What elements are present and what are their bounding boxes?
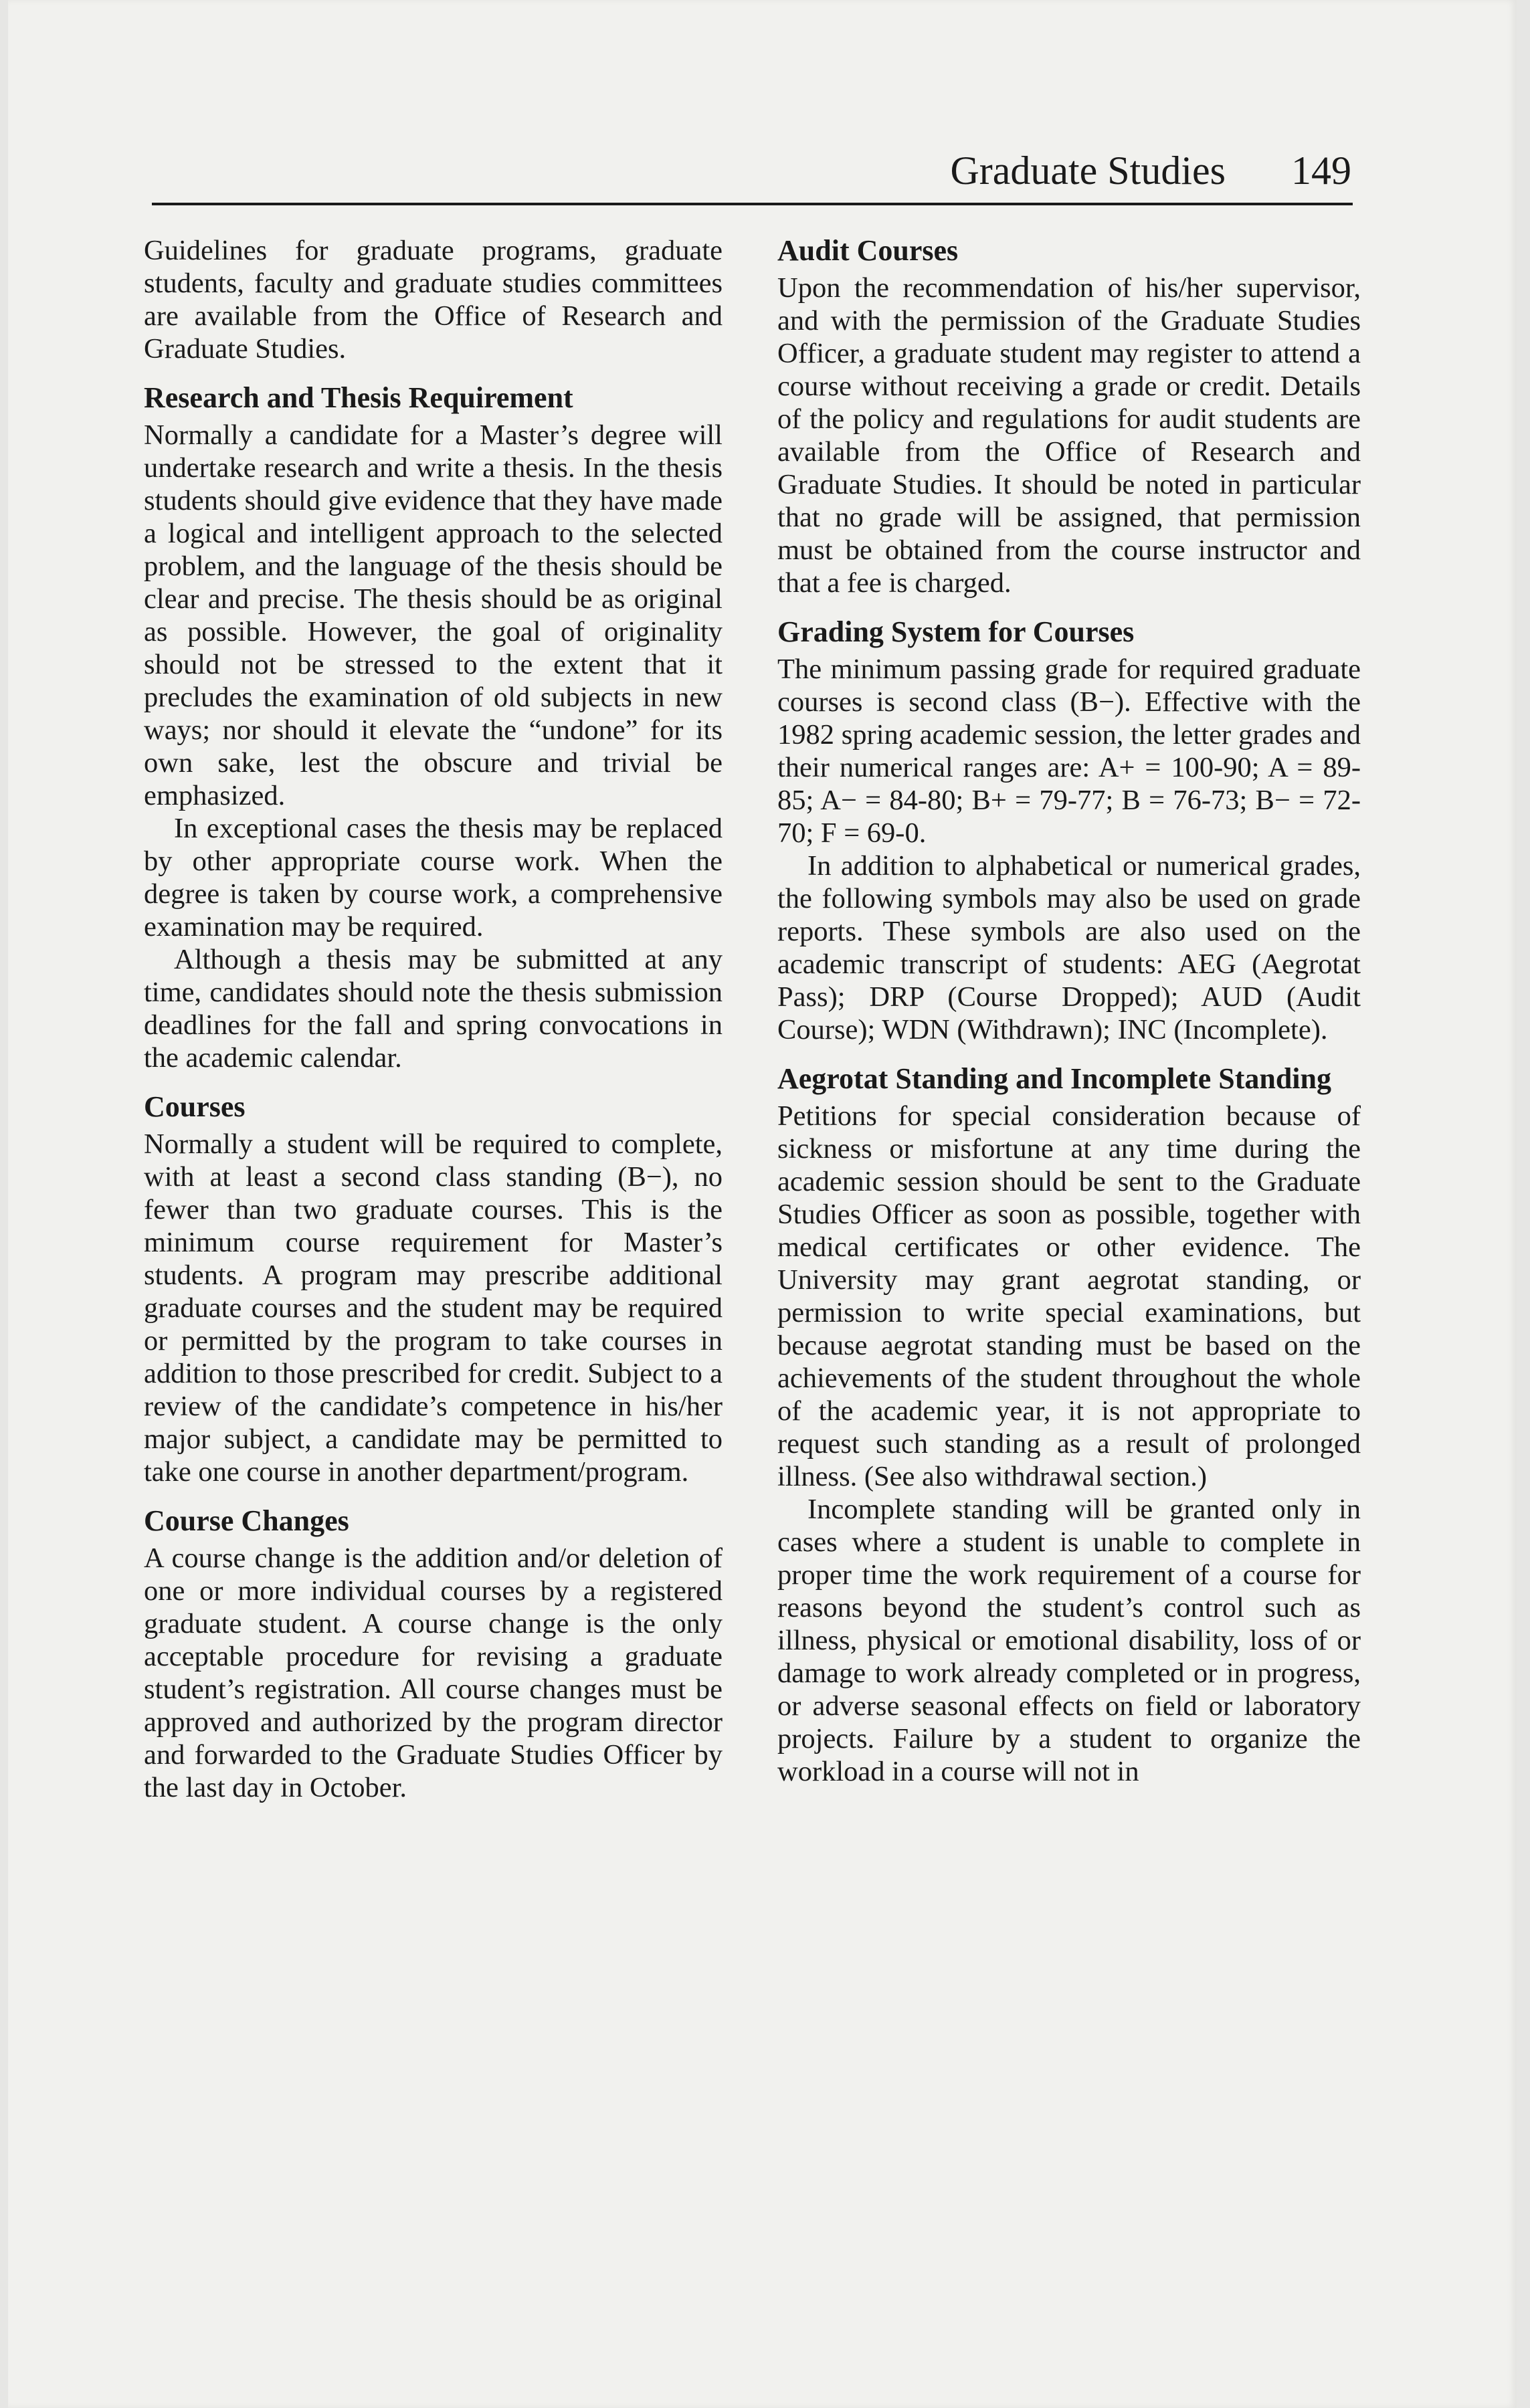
- research-thesis-paragraph-2: In exceptional cases the thesis may be replaced by other appropriate course work. When the degree is taken by course work, a comprehensive examination may be required.: [144, 813, 723, 942]
- courses-paragraph: Normally a student will be required to complete, with at least a second class standing (B−), no fewer than two graduate courses. This is the minimum course requirement for Master’s students. A program may prescribe additional graduate courses and the student may be required or permitted by the program to take courses in addition to those prescribed for credit. Subject to a review of the candidate’s competence in his/her major subject, a candidate may be permitted to take one course in another department/program.: [144, 1128, 723, 1488]
- audit-courses-heading: Audit Courses: [777, 234, 959, 267]
- aegrotat-standing-paragraph-1: Petitions for special consideration because of sickness or misfortune at any time during the academic session should be sent to the Graduate Studies Officer as soon as possible, together with medical certificates or other evidence. The University may grant aegrotat standing, or permission to write special examinations, but because aegrotat standing must be based on the achievements of the student throughout the whole of the academic year, it is not appropriate to request such standing as a result of prolonged illness. (See also withdrawal section.): [777, 1100, 1361, 1492]
- research-thesis-paragraph-1: Normally a candidate for a Master’s degree will undertake research and write a thesis. In the thesis students should give evidence that they have made a logical and intelligent approach to the selected problem, and the language of the thesis should be clear and precise. The thesis should be as original as possible. However, the goal of originality should not be stressed to the extent that it precludes the examination of old subjects in new ways; nor should it elevate the “undone” for its own sake, lest the obscure and trivial be emphasized.: [144, 419, 723, 811]
- grading-system-heading: Grading System for Courses: [777, 615, 1135, 648]
- research-thesis-heading: Research and Thesis Requirement: [144, 381, 573, 414]
- audit-courses-paragraph: Upon the recommendation of his/her supervisor, and with the permission of the Graduate Studies Officer, a graduate student may register to attend a course without receiving a grade or credit. Details of the policy and regulations for audit students are available from the Office of Research and Graduate Studies. It should be noted in particular that no grade will be assigned, that permission must be obtained from the course instructor and that a fee is charged.: [777, 272, 1361, 599]
- right-column: [777, 234, 1361, 1788]
- course-changes-heading: Course Changes: [144, 1504, 349, 1537]
- running-header: [152, 137, 1353, 207]
- aegrotat-standing-paragraph-2: Incomplete standing will be granted only in cases where a student is unable to complete in proper time the work requirement of a course for reasons beyond the student’s control such as illness, physical or emotional disability, loss of or damage to work already completed or in progress, or adverse seasonal effects on field or laboratory projects. Failure by a student to organize the workload in a course will not in: [777, 1494, 1361, 1787]
- grading-system-paragraph-2: In addition to alphabetical or numerical grades, the following symbols may also be used on grade reports. These symbols are also used on the academic transcript of students: AEG (Aegrotat Pass); DRP (Course Dropped); AUD (Audit Course); WDN (Withdrawn); INC (Incomplete).: [777, 850, 1361, 1045]
- header-rule: [152, 203, 1353, 205]
- aegrotat-standing-heading: Aegrotat Standing and Incomplete Standing: [777, 1062, 1331, 1095]
- courses-heading: Courses: [144, 1090, 246, 1123]
- course-changes-paragraph: A course change is the addition and/or deletion of one or more individual courses by a registered graduate student. A course change is the only acceptable procedure for revising a graduate student’s registration. All course changes must be approved and authorized by the program director and forwarded to the Graduate Studies Officer by the last day in October.: [144, 1542, 723, 1803]
- left-column: [144, 234, 723, 1804]
- running-header-title: Graduate Studies: [950, 148, 1226, 193]
- page-number: 149: [1291, 148, 1351, 193]
- document-page: [8, 0, 1517, 2408]
- intro-paragraph: Guidelines for graduate programs, graduate students, faculty and graduate studies committees are available from the Office of Research and Graduate Studies.: [144, 235, 723, 365]
- grading-system-paragraph-1: The minimum passing grade for required graduate courses is second class (B−). Effective with the 1982 spring academic session, the letter grades and their numerical ranges are: A+ = 100-90; A = 89-85; A− = 84-80; B+ = 79-77; B = 76-73; B− = 72-70; F = 69-0.: [777, 654, 1361, 849]
- research-thesis-paragraph-3: Although a thesis may be submitted at any time, candidates should note the thesis submission deadlines for the fall and spring convocations in the academic calendar.: [144, 944, 723, 1074]
